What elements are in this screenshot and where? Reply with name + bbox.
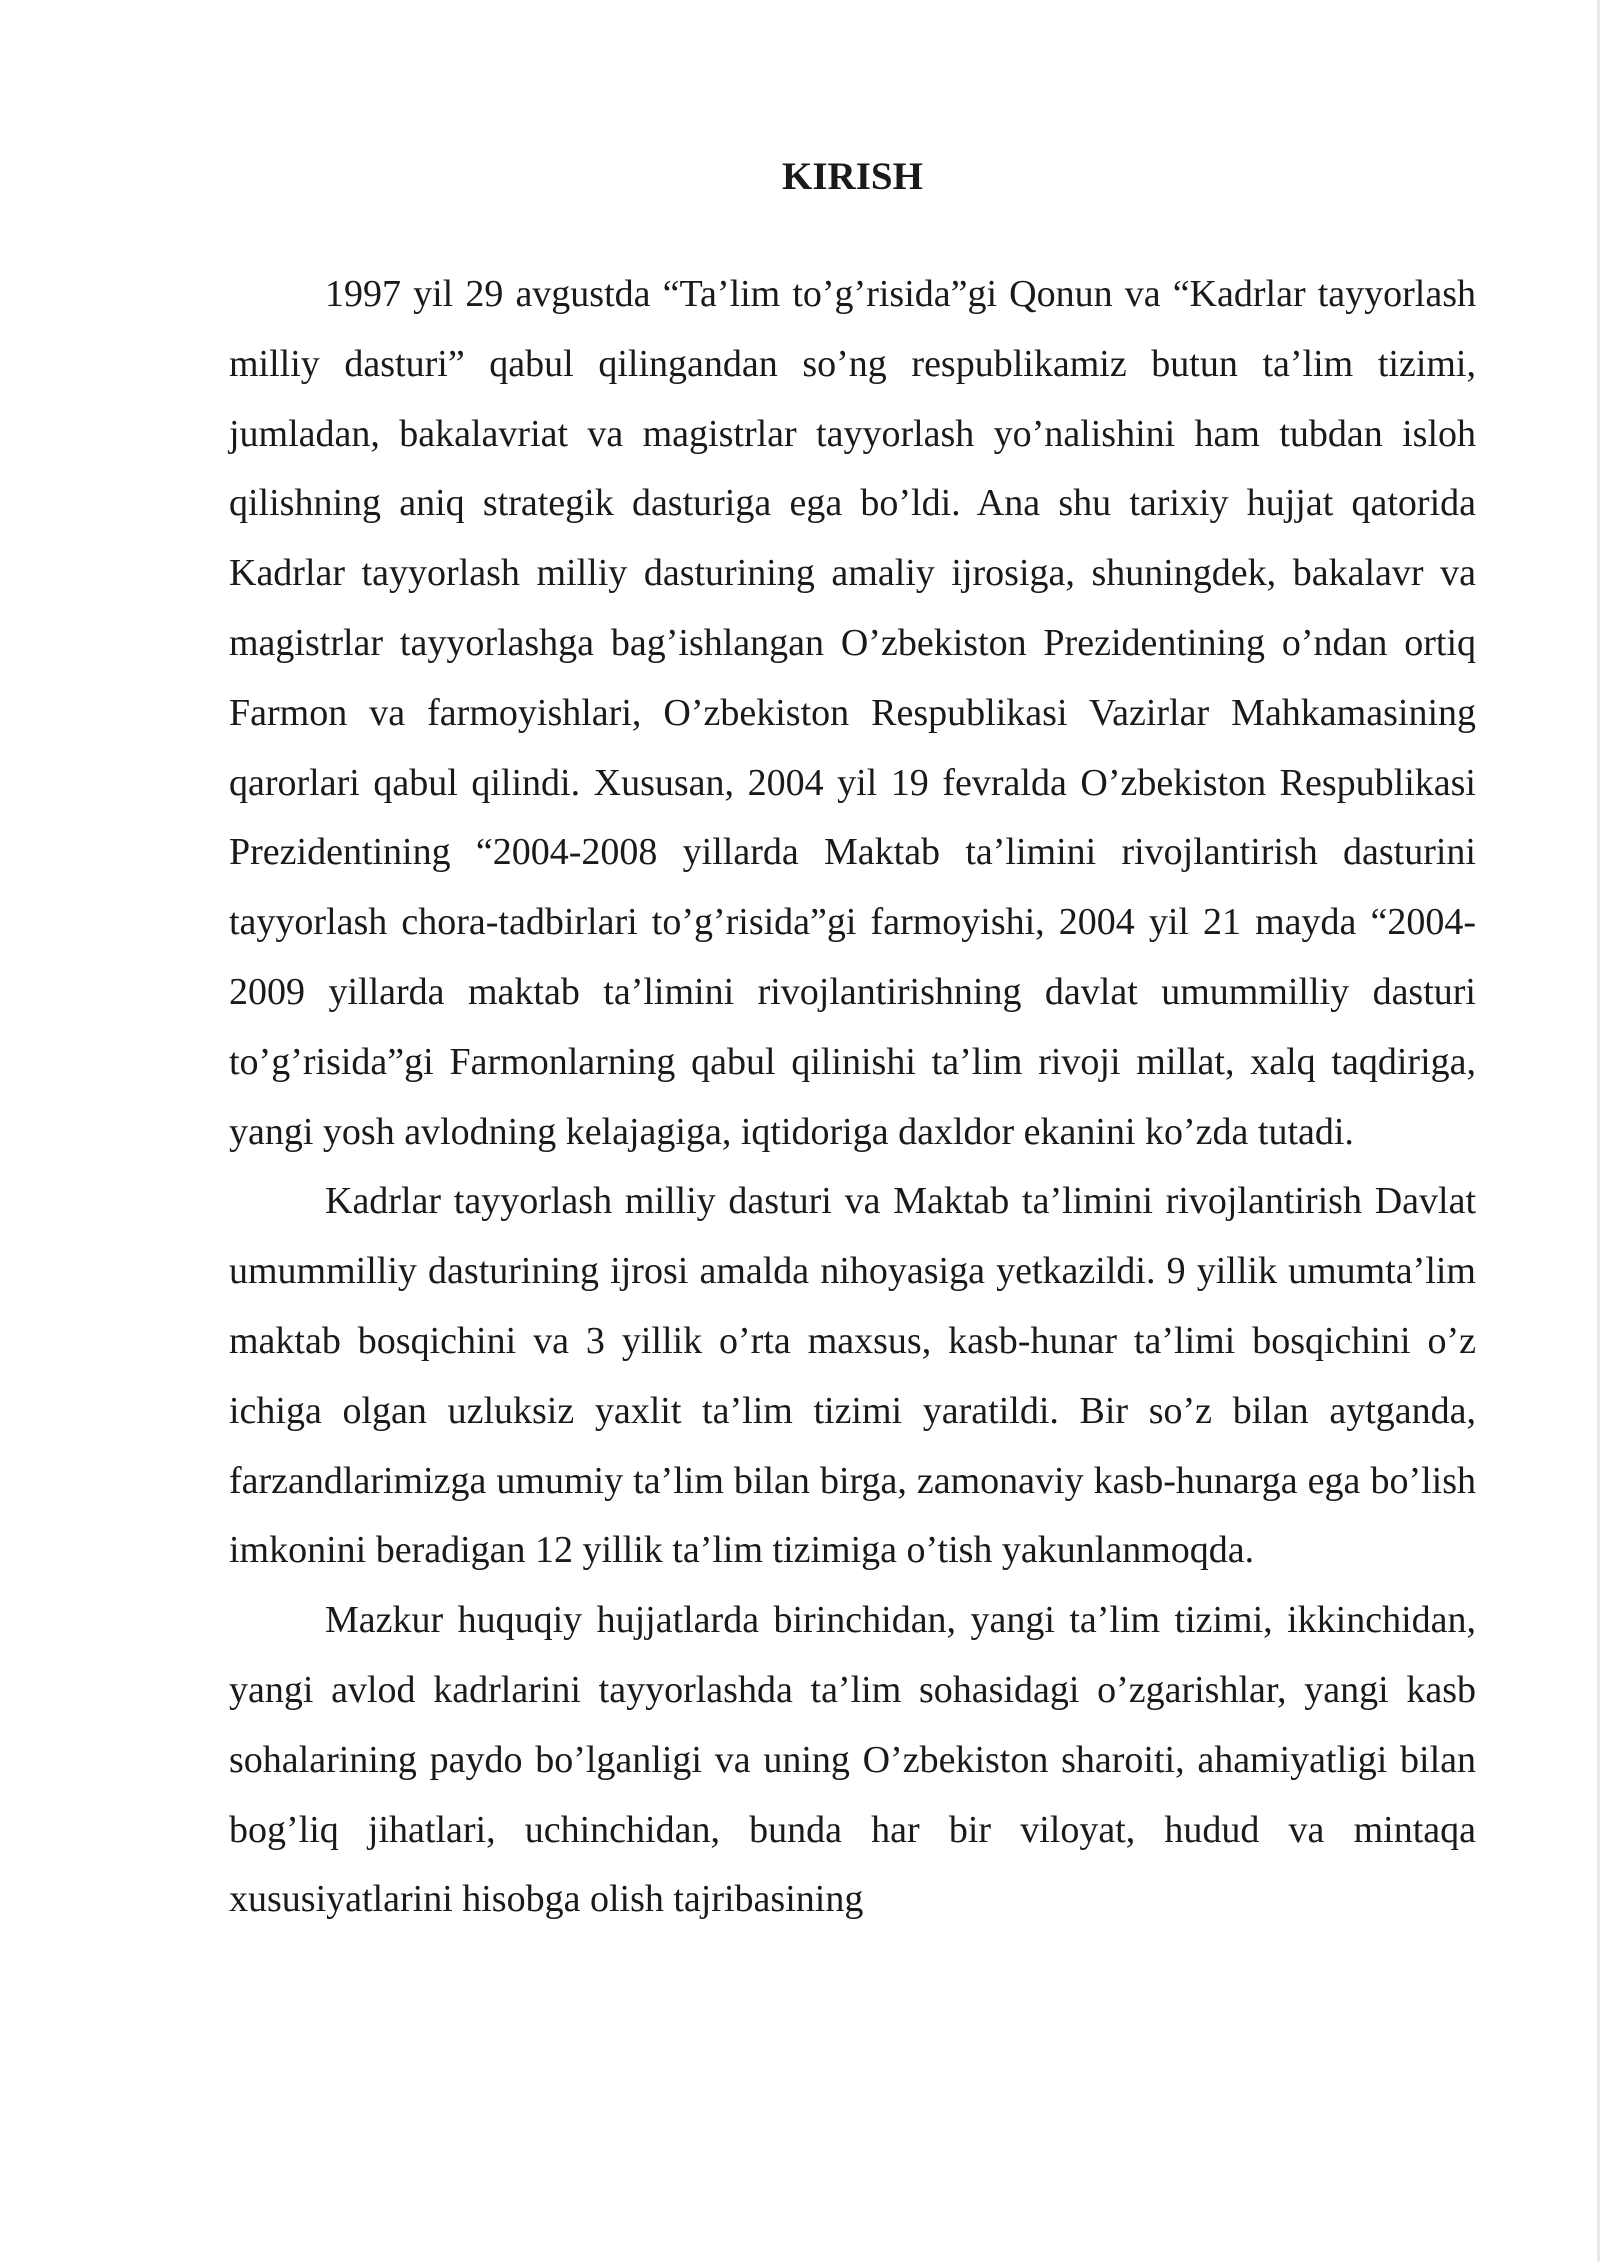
paragraph-1: 1997 yil 29 avgustda “Ta’lim to’g’risida”gi Qonun va “Kadrlar tayyorlash milliy dasturi” qabul qilingandan so’ng respublikamiz butun ta’lim tizimi, jumladan, bakalavriat va magistrlar tayyorlash yo’nalishini ham tubdan isloh qilishning aniq strategik dasturiga ega bo’ldi. Ana shu tarixiy hujjat qatorida Kadrlar tayyorlash milliy dasturining amaliy ijrosiga, shuningdek, bakalavr va magistrlar tayyorlashga bag’ishlangan O’zbekiston Prezidentining o’ndan ortiq Farmon va farmoyishlari, O’zbekiston Respublikasi Vazirlar Mahkamasining qarorlari qabul qilindi. Xususan, 2004 yil 19 fevralda O’zbekiston Respublikasi Prezidentining “2004-2008 yillarda Maktab ta’limini rivojlantirish dasturini tayyorlash chora-tadbirlari to’g’risida”gi farmoyishi, 2004 yil 21 mayda “2004-2009 yillarda maktab ta’limini rivojlantirishning davlat umummilliy dasturi to’g’risida”gi Farmonlarning qabul qilinishi ta’lim rivoji millat, xalq taqdiriga, yangi yosh avlodning kelajagiga, iqtidoriga daxldor ekanini ko’zda tutadi. xyxy=(229,273,1476,1153)
paragraph-3: Mazkur huquqiy hujjatlarda birinchidan, yangi ta’lim tizimi, ikkinchidan, yangi avlod kadrlarini tayyorlashda ta’lim sohasidagi o’zgarishlar, yangi kasb sohalarining paydo bo’lganligi va uning O’zbekiston sharoiti, ahamiyatligi bilan bog’liq jihatlari, uchinchidan, bunda har bir viloyat, hudud va mintaqa xususiyatlarini hisobga olish tajribasining xyxy=(229,1599,1476,1921)
page-title: KIRISH xyxy=(782,155,923,198)
paragraph-2: Kadrlar tayyorlash milliy dasturi va Maktab ta’limini rivojlantirish Davlat umummilliy dasturining ijrosi amalda nihoyasiga yetkazildi. 9 yillik umumta’lim maktab bosqichini va 3 yillik o’rta maxsus, kasb-hunar ta’limi bosqichini o’z ichiga olgan uzluksiz yaxlit ta’lim tizimi yaratildi. Bir so’z bilan aytganda, farzandlarimizga umumiy ta’lim bilan birga, zamonaviy kasb-hunarga ega bo’lish imkonini beradigan 12 yillik ta’lim tizimiga o’tish yakunlanmoqda. xyxy=(229,1180,1476,1572)
